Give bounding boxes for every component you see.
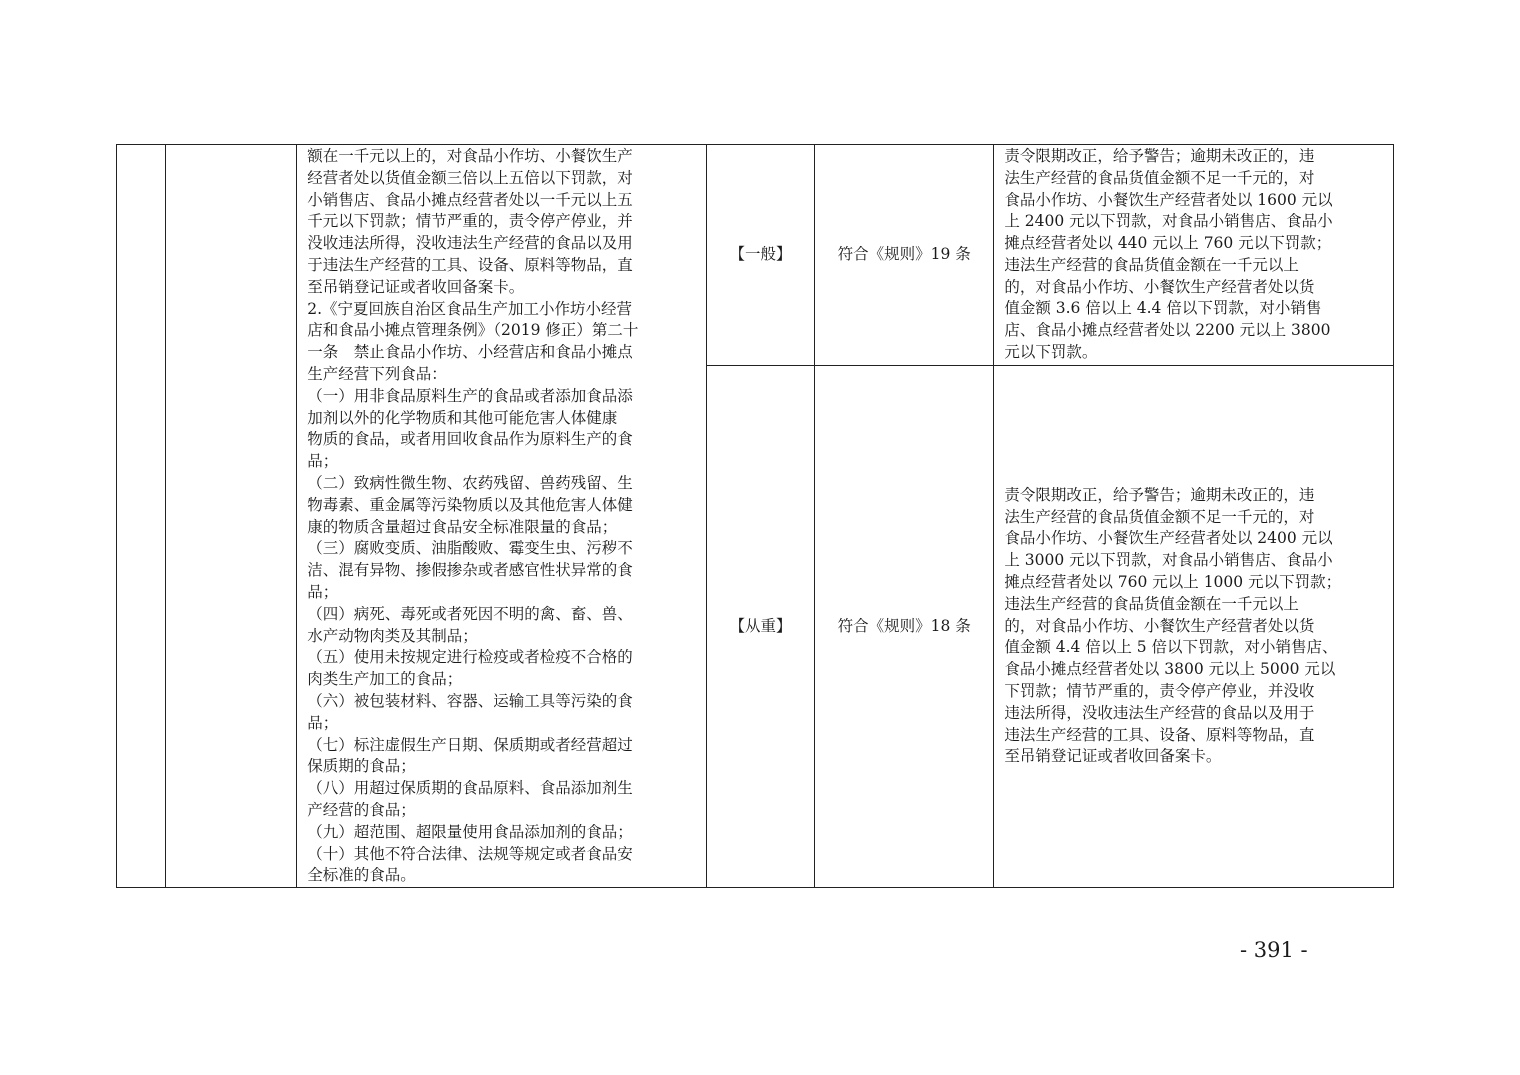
- legal-basis-line: （七）标注虚假生产日期、保质期或者经营超过: [307, 735, 633, 754]
- penalty-line: 元以下罚款。: [1004, 343, 1098, 362]
- penalty-line: 法生产经营的食品货值金额不足一千元的，对: [1004, 507, 1315, 526]
- legal-basis-line: 品；: [307, 713, 339, 732]
- legal-basis-line: （四）病死、毒死或者死因不明的禽、畜、兽、: [307, 604, 633, 623]
- legal-basis-line: 产经营的食品；: [307, 800, 416, 819]
- legal-basis-line: 没收违法所得，没收违法生产经营的食品以及用: [307, 234, 633, 253]
- legal-basis-line: （九）超范围、超限量使用食品添加剂的食品；: [307, 822, 633, 841]
- legal-basis-cell: [297, 145, 707, 888]
- penalty-line: 下罚款；情节严重的，责令停产停业，并没收: [1004, 681, 1315, 700]
- legal-basis-line: 品；: [307, 452, 339, 471]
- legal-basis-line: 水产动物肉类及其制品；: [307, 626, 478, 645]
- penalty-line: 的，对食品小作坊、小餐饮生产经营者处以货: [1004, 616, 1315, 635]
- legal-basis-line: 保质期的食品；: [307, 757, 416, 776]
- penalty-line: 值金额 4.4 倍以上 5 倍以下罚款，对小销售店、: [1004, 638, 1338, 657]
- legal-basis-line: 康的物质含量超过食品安全标准限量的食品；: [307, 517, 618, 536]
- penalty-line: 至吊销登记证或者收回备案卡。: [1004, 747, 1222, 766]
- penalty-line: 违法所得，没收违法生产经营的食品以及用于: [1004, 703, 1315, 722]
- legal-basis-line: （二）致病性微生物、农药残留、兽药残留、生: [307, 473, 633, 492]
- penalty-line: 值金额 3.6 倍以上 4.4 倍以下罚款，对小销售: [1004, 299, 1322, 318]
- legal-basis-line: 经营者处以货值金额三倍以上五倍以下罚款，对: [307, 168, 633, 187]
- legal-basis-line: 千元以下罚款；情节严重的，责令停产停业，并: [307, 212, 633, 231]
- legal-basis-line: 物毒素、重金属等污染物质以及其他危害人体健: [307, 495, 633, 514]
- legal-basis-line: 生产经营下列食品：: [307, 364, 447, 383]
- penalty-line: 上 3000 元以下罚款，对食品小销售店、食品小: [1004, 551, 1333, 570]
- legal-basis-line: 额在一千元以上的，对食品小作坊、小餐饮生产: [307, 147, 633, 165]
- penalty-line: 食品小摊点经营者处以 3800 元以上 5000 元以: [1004, 660, 1336, 679]
- penalty-line: 的，对食品小作坊、小餐饮生产经营者处以货: [1004, 277, 1315, 296]
- legal-basis-text: [307, 146, 700, 887]
- legal-basis-line: 于违法生产经营的工具、设备、原料等物品，直: [307, 255, 633, 274]
- penalty-line: 店、食品小摊点经营者处以 2200 元以上 3800: [1004, 321, 1331, 340]
- legal-basis-line: （五）使用未按规定进行检疫或者检疫不合格的: [307, 648, 633, 667]
- violation-item-cell: [166, 145, 297, 888]
- penalty-line: 摊点经营者处以 760 元以上 1000 元以下罚款；: [1004, 572, 1342, 591]
- penalty-line: 责令限期改正，给予警告；逾期未改正的，违: [1004, 485, 1315, 504]
- legal-basis-line: （八）用超过保质期的食品原料、食品添加剂生: [307, 779, 633, 798]
- applicable-rule-general: 符合《规则》19 条: [815, 145, 994, 366]
- serial-number-cell: [117, 145, 166, 888]
- penalty-line: 违法生产经营的食品货值金额在一千元以上: [1004, 255, 1299, 274]
- penalty-line: 上 2400 元以下罚款，对食品小销售店、食品小: [1004, 212, 1333, 231]
- legal-basis-line: （三）腐败变质、油脂酸败、霉变生虫、污秽不: [307, 539, 633, 558]
- penalty-line: 食品小作坊、小餐饮生产经营者处以 1600 元以: [1004, 190, 1333, 209]
- discretion-level-general: 【一般】: [706, 145, 814, 366]
- legal-basis-line: 品；: [307, 582, 339, 601]
- penalty-text-heavy: [1004, 485, 1387, 768]
- applicable-rule-heavy: 符合《规则》18 条: [815, 365, 994, 887]
- legal-basis-line: 2.《宁夏回族自治区食品生产加工小作坊小经营: [307, 299, 633, 318]
- legal-basis-line: 至吊销登记证或者收回备案卡。: [307, 277, 525, 296]
- legal-basis-line: 洁、混有异物、掺假掺杂或者感官性状异常的食: [307, 561, 633, 580]
- table-row-general: [117, 145, 1394, 366]
- legal-basis-line: （一）用非食品原料生产的食品或者添加食品添: [307, 386, 633, 405]
- legal-basis-line: 小销售店、食品小摊点经营者处以一千元以上五: [307, 190, 633, 209]
- legal-basis-line: 加剂以外的化学物质和其他可能危害人体健康: [307, 408, 618, 427]
- legal-basis-line: 全标准的食品。: [307, 866, 416, 885]
- penalty-line: 摊点经营者处以 440 元以上 760 元以下罚款；: [1004, 234, 1332, 253]
- legal-basis-line: 一条 禁止食品小作坊、小经营店和食品小摊点: [307, 343, 633, 362]
- penalty-line: 食品小作坊、小餐饮生产经营者处以 2400 元以: [1004, 529, 1333, 548]
- legal-basis-line: （六）被包装材料、容器、运输工具等污染的食: [307, 691, 633, 710]
- penalty-standard-heavy: [994, 365, 1394, 887]
- penalty-standard-table: [116, 144, 1394, 888]
- penalty-standard-general: [994, 145, 1394, 366]
- legal-basis-line: 店和食品小摊点管理条例》（2019 修正）第二十: [307, 321, 639, 340]
- discretion-level-heavy: 【从重】: [706, 365, 814, 887]
- penalty-line: 责令限期改正，给予警告；逾期未改正的，违: [1004, 146, 1315, 165]
- page-number: - 391 -: [1240, 938, 1308, 962]
- penalty-text-general: [1004, 146, 1387, 364]
- penalty-line: 违法生产经营的工具、设备、原料等物品，直: [1004, 725, 1315, 744]
- penalty-line: 法生产经营的食品货值金额不足一千元的，对: [1004, 168, 1315, 187]
- legal-basis-line: 肉类生产加工的食品；: [307, 670, 463, 689]
- penalty-line: 违法生产经营的食品货值金额在一千元以上: [1004, 594, 1299, 613]
- legal-basis-line: 物质的食品，或者用回收食品作为原料生产的食: [307, 430, 633, 449]
- legal-basis-line: （十）其他不符合法律、法规等规定或者食品安: [307, 844, 633, 863]
